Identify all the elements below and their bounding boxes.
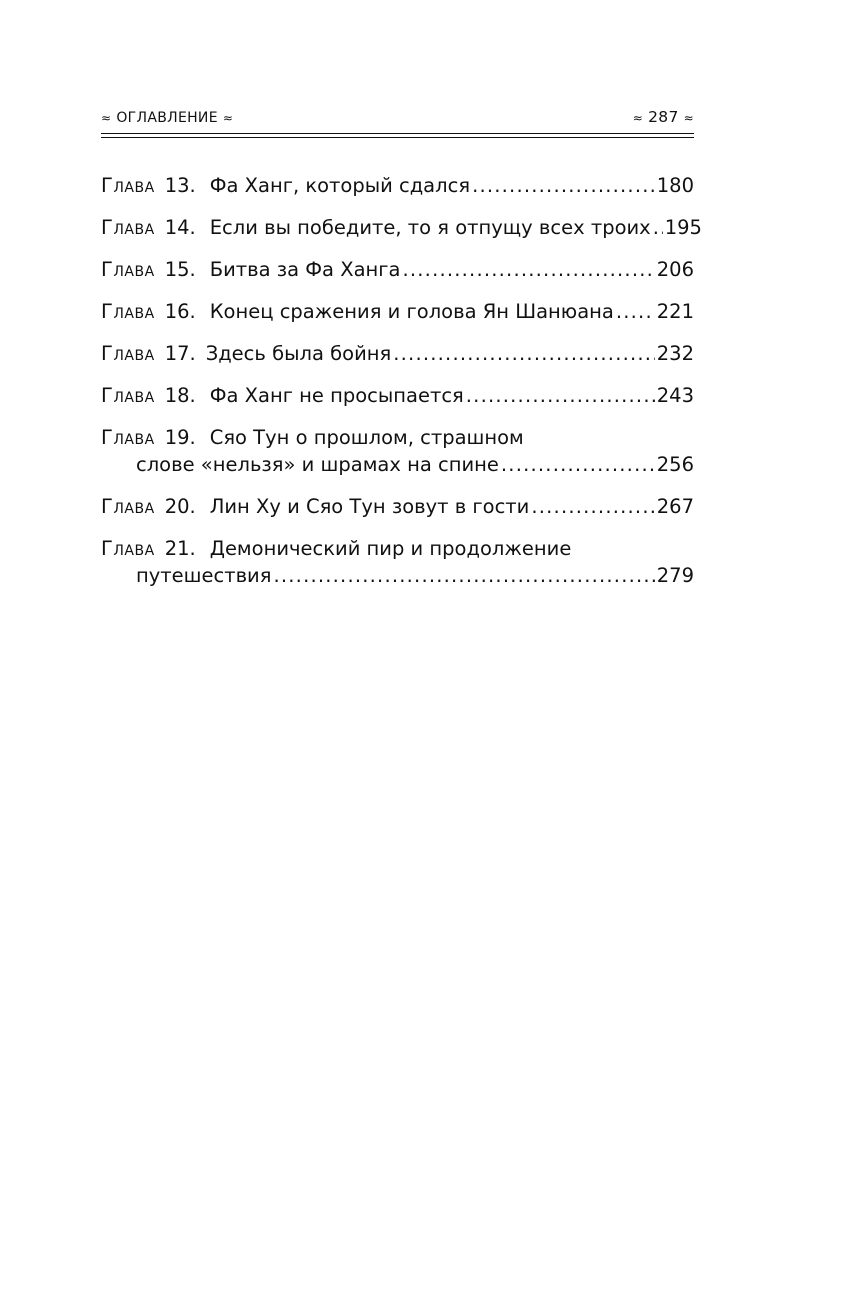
- dot-leader: [472, 172, 655, 199]
- chapter-label: Глава: [101, 300, 155, 323]
- chapter-page-number: 180: [656, 174, 694, 197]
- toc-entry: [101, 382, 694, 409]
- toc-entry-line: [101, 256, 694, 283]
- chapter-label: Глава: [101, 216, 155, 239]
- running-head: [101, 108, 694, 130]
- dot-leader: [402, 256, 654, 283]
- toc-entry-line: [101, 172, 694, 199]
- chapter-title: Фа Ханг не просыпается: [209, 384, 464, 407]
- chapter-number: 14.: [164, 216, 196, 239]
- toc-entry-line: [101, 382, 694, 409]
- chapter-page-number: 243: [656, 384, 694, 407]
- toc-entry-line: [101, 340, 694, 367]
- chapter-title-continued: путешествия: [136, 564, 272, 587]
- chapter-title: Лин Ху и Сяо Тун зовут в гости: [209, 495, 530, 518]
- running-head-page: [633, 108, 694, 126]
- tilde-ornament-icon: ≈: [222, 111, 234, 125]
- chapter-number: 19.: [164, 426, 196, 449]
- toc-entry-line: [101, 214, 702, 241]
- chapter-title-continued: слове «нельзя» и шрамах на спине: [136, 453, 499, 476]
- chapter-label: Глава: [101, 495, 155, 518]
- chapter-title: Конец сражения и голова Ян Шанюана: [209, 300, 614, 323]
- toc-entry: [101, 298, 694, 325]
- toc-entry-line: [101, 298, 694, 325]
- chapter-label: Глава: [101, 384, 155, 407]
- chapter-title: Здесь была бойня: [205, 342, 392, 365]
- chapter-label: Глава: [101, 342, 155, 365]
- chapter-title: Если вы победите, то я отпущу всех троих: [209, 216, 651, 239]
- running-head-section: [101, 110, 233, 126]
- chapter-title: Демонический пир и продолжение: [209, 537, 572, 560]
- toc-entry-continuation: [101, 562, 694, 589]
- section-title: ОГЛАВЛЕНИЕ: [116, 110, 218, 126]
- header-rule-top: [101, 133, 694, 134]
- toc-entry: [101, 214, 702, 241]
- toc-entry: [101, 535, 694, 589]
- chapter-number: 16.: [164, 300, 196, 323]
- chapter-title: Фа Ханг, который сдался: [209, 174, 471, 197]
- chapter-page-number: 267: [656, 495, 694, 518]
- chapter-page-number: 279: [656, 564, 694, 587]
- toc-entry-continuation: [101, 451, 694, 478]
- chapter-page-number: 195: [664, 216, 702, 239]
- chapter-number: 21.: [164, 537, 196, 560]
- tilde-ornament-icon: ≈: [101, 111, 112, 125]
- chapter-number: 20.: [164, 495, 196, 518]
- dot-leader: [616, 298, 655, 325]
- dot-leader: [273, 562, 654, 589]
- dot-leader: [653, 214, 663, 241]
- chapter-page-number: 232: [656, 342, 694, 365]
- tilde-ornament-icon: ≈: [683, 111, 694, 125]
- chapter-number: 13.: [164, 174, 196, 197]
- toc-entry: [101, 256, 694, 283]
- chapter-title: Битва за Фа Ханга: [209, 258, 401, 281]
- tilde-ornament-icon: ≈: [632, 111, 644, 125]
- chapter-number: 17.: [164, 342, 196, 365]
- dot-leader: [501, 451, 655, 478]
- table-of-contents: [101, 172, 702, 604]
- chapter-label: Глава: [101, 426, 155, 449]
- toc-entry-line: [101, 535, 694, 562]
- toc-entry: [101, 424, 694, 478]
- dot-leader: [466, 382, 655, 409]
- chapter-page-number: 256: [656, 453, 694, 476]
- page-number: 287: [648, 108, 679, 126]
- chapter-title: Сяо Тун о прошлом, страшном: [209, 426, 524, 449]
- toc-entry: [101, 493, 694, 520]
- chapter-label: Глава: [101, 258, 155, 281]
- chapter-page-number: 221: [656, 300, 694, 323]
- header-rule-bottom: [101, 137, 694, 138]
- chapter-number: 15.: [164, 258, 196, 281]
- toc-entry: [101, 340, 694, 367]
- chapter-label: Глава: [101, 537, 155, 560]
- chapter-page-number: 206: [656, 258, 694, 281]
- toc-entry: [101, 172, 694, 199]
- toc-entry-line: [101, 424, 694, 451]
- chapter-number: 18.: [164, 384, 196, 407]
- toc-entry-line: [101, 493, 694, 520]
- dot-leader: [393, 340, 655, 367]
- chapter-label: Глава: [101, 174, 155, 197]
- dot-leader: [531, 493, 654, 520]
